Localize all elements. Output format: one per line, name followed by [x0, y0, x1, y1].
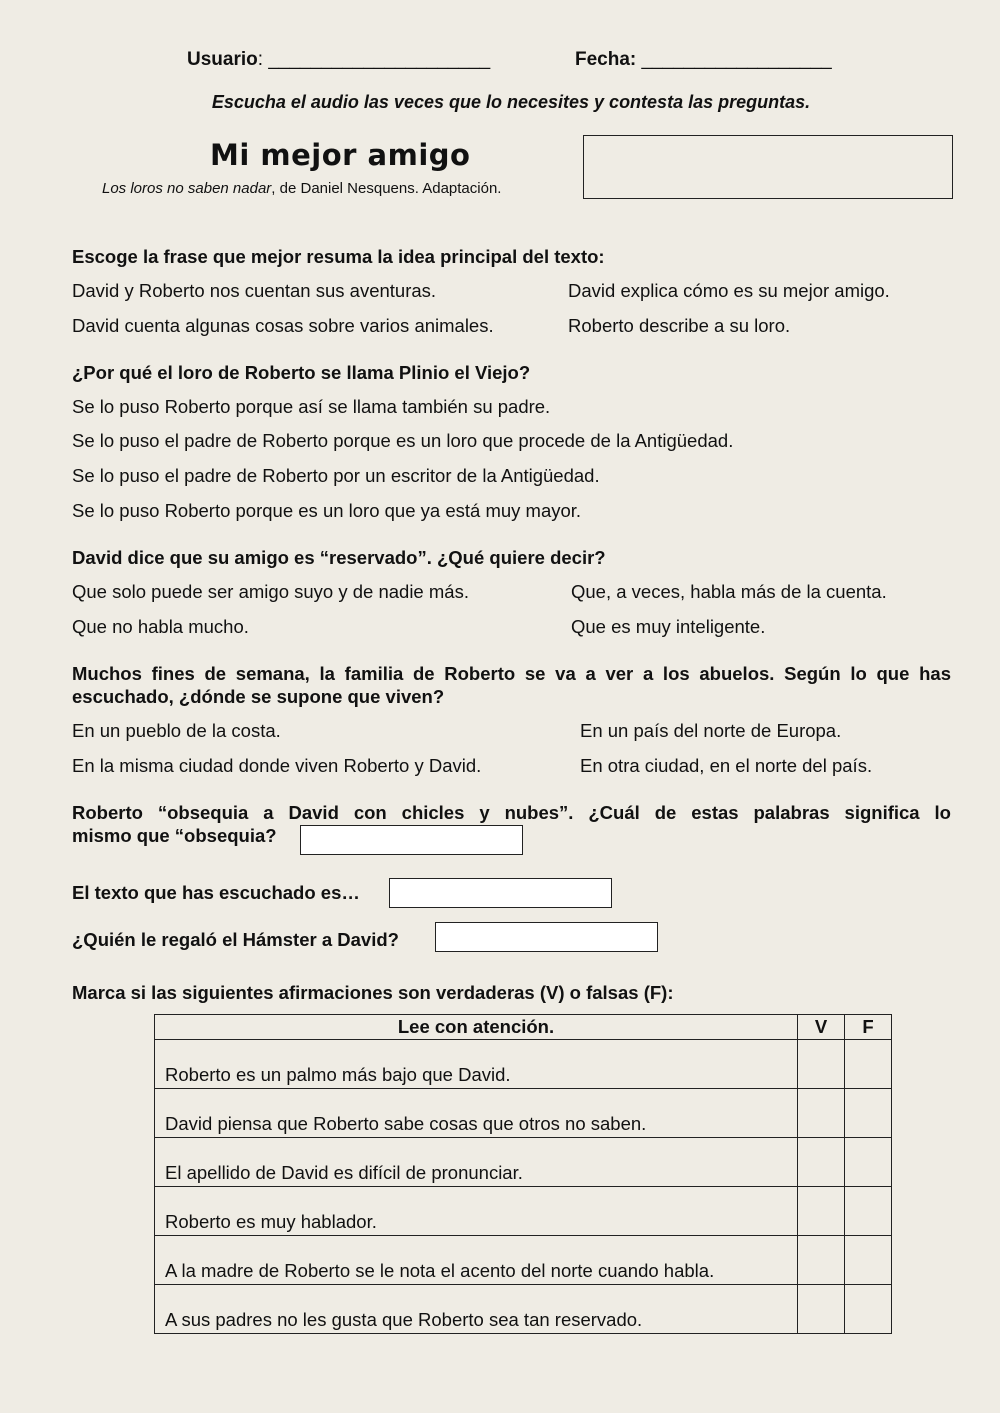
table-row [155, 1285, 892, 1334]
score-box[interactable] [583, 135, 953, 199]
q5-question-line1: Roberto “obsequia a David con chicles y nubes”. ¿Cuál de estas palabras significa lo [72, 802, 951, 823]
table-header-row [155, 1015, 892, 1040]
user-blank[interactable]: _____________________ [268, 49, 491, 70]
subtitle-rest: , de Daniel Nesquens. Adaptación. [271, 180, 502, 197]
statement-5-v-cell[interactable] [798, 1236, 845, 1285]
statement-2-f-cell[interactable] [845, 1089, 892, 1138]
q2-option-3[interactable]: Se lo puso el padre de Roberto por un escritor de la Antigüedad. [72, 465, 600, 486]
q2-question: ¿Por qué el loro de Roberto se llama Plinio el Viejo? [72, 362, 531, 383]
statement-6-f-cell[interactable] [845, 1285, 892, 1334]
user-field: Usuario: _____________________ [187, 49, 491, 70]
q1-option-2[interactable]: David explica cómo es su mejor amigo. [568, 280, 890, 301]
statement-6: A sus padres no les gusta que Roberto sea tan reservado. [155, 1285, 798, 1334]
q2-option-2[interactable]: Se lo puso el padre de Roberto porque es un loro que procede de la Antigüedad. [72, 430, 734, 451]
date-label: Fecha: [575, 49, 637, 70]
table-row [155, 1089, 892, 1138]
q7-answer-input[interactable] [435, 922, 658, 952]
true-false-table [154, 1014, 892, 1334]
statement-4: Roberto es muy hablador. [155, 1187, 798, 1236]
q2-option-4[interactable]: Se lo puso Roberto porque es un loro que ya está muy mayor. [72, 500, 582, 521]
instructions: Escucha el audio las veces que lo necesites y contesta las preguntas. [211, 92, 811, 112]
q1-question: Escoge la frase que mejor resuma la idea principal del texto: [72, 246, 605, 267]
table-header-v: V [798, 1015, 845, 1040]
q1-option-1[interactable]: David y Roberto nos cuentan sus aventuras. [72, 280, 437, 301]
q3-option-4[interactable]: Que es muy inteligente. [571, 616, 766, 637]
q4-option-4[interactable]: En otra ciudad, en el norte del país. [580, 755, 873, 776]
statement-2-v-cell[interactable] [798, 1089, 845, 1138]
q7-question: ¿Quién le regaló el Hámster a David? [72, 929, 399, 950]
q4-option-3[interactable]: En la misma ciudad donde viven Roberto y David. [72, 755, 482, 776]
page-title: Mi mejor amigo [210, 138, 471, 172]
date-field [575, 49, 832, 71]
statement-3-v-cell[interactable] [798, 1138, 845, 1187]
q2-option-1[interactable]: Se lo puso Roberto porque así se llama también su padre. [72, 396, 551, 417]
table-header-statement: Lee con atención. [155, 1015, 798, 1040]
table-row [155, 1138, 892, 1187]
statement-4-v-cell[interactable] [798, 1187, 845, 1236]
q4-question-line1: Muchos fines de semana, la familia de Roberto se va a ver a los abuelos. Según lo que has [72, 663, 951, 684]
q4-option-2[interactable]: En un país del norte de Europa. [580, 720, 842, 741]
q3-option-2[interactable]: Que, a veces, habla más de la cuenta. [571, 581, 887, 602]
q3-question: David dice que su amigo es “reservado”. ¿Qué quiere decir? [72, 547, 606, 568]
q1-option-3[interactable]: David cuenta algunas cosas sobre varios animales. [72, 315, 494, 336]
table-row [155, 1236, 892, 1285]
q1-option-4[interactable]: Roberto describe a su loro. [568, 315, 791, 336]
statement-1: Roberto es un palmo más bajo que David. [155, 1040, 798, 1089]
q6-question: El texto que has escuchado es… [72, 882, 360, 903]
q3-option-3[interactable]: Que no habla mucho. [72, 616, 249, 637]
statement-3-f-cell[interactable] [845, 1138, 892, 1187]
q5-answer-input[interactable] [300, 825, 523, 855]
statement-6-v-cell[interactable] [798, 1285, 845, 1334]
q3-option-1[interactable]: Que solo puede ser amigo suyo y de nadie más. [72, 581, 469, 602]
book-title: Los loros no saben nadar [102, 180, 272, 197]
statement-1-v-cell[interactable] [798, 1040, 845, 1089]
date-blank[interactable]: __________________ [641, 49, 832, 70]
user-label: Usuario [187, 49, 258, 70]
statement-5-f-cell[interactable] [845, 1236, 892, 1285]
statement-2: David piensa que Roberto sabe cosas que otros no saben. [155, 1089, 798, 1138]
table-row [155, 1040, 892, 1089]
q4-question-line2: escuchado, ¿dónde se supone que viven? [72, 686, 445, 707]
q6-answer-input[interactable] [389, 878, 612, 908]
subtitle [102, 180, 501, 197]
table-header-f: F [845, 1015, 892, 1040]
statement-3: El apellido de David es difícil de pronunciar. [155, 1138, 798, 1187]
table-row [155, 1187, 892, 1236]
statement-5: A la madre de Roberto se le nota el acento del norte cuando habla. [155, 1236, 798, 1285]
statement-1-f-cell[interactable] [845, 1040, 892, 1089]
q5-question-line2: mismo que “obsequia? [72, 825, 277, 846]
q4-option-1[interactable]: En un pueblo de la costa. [72, 720, 281, 741]
statement-4-f-cell[interactable] [845, 1187, 892, 1236]
q8-question: Marca si las siguientes afirmaciones son verdaderas (V) o falsas (F): [72, 982, 674, 1003]
